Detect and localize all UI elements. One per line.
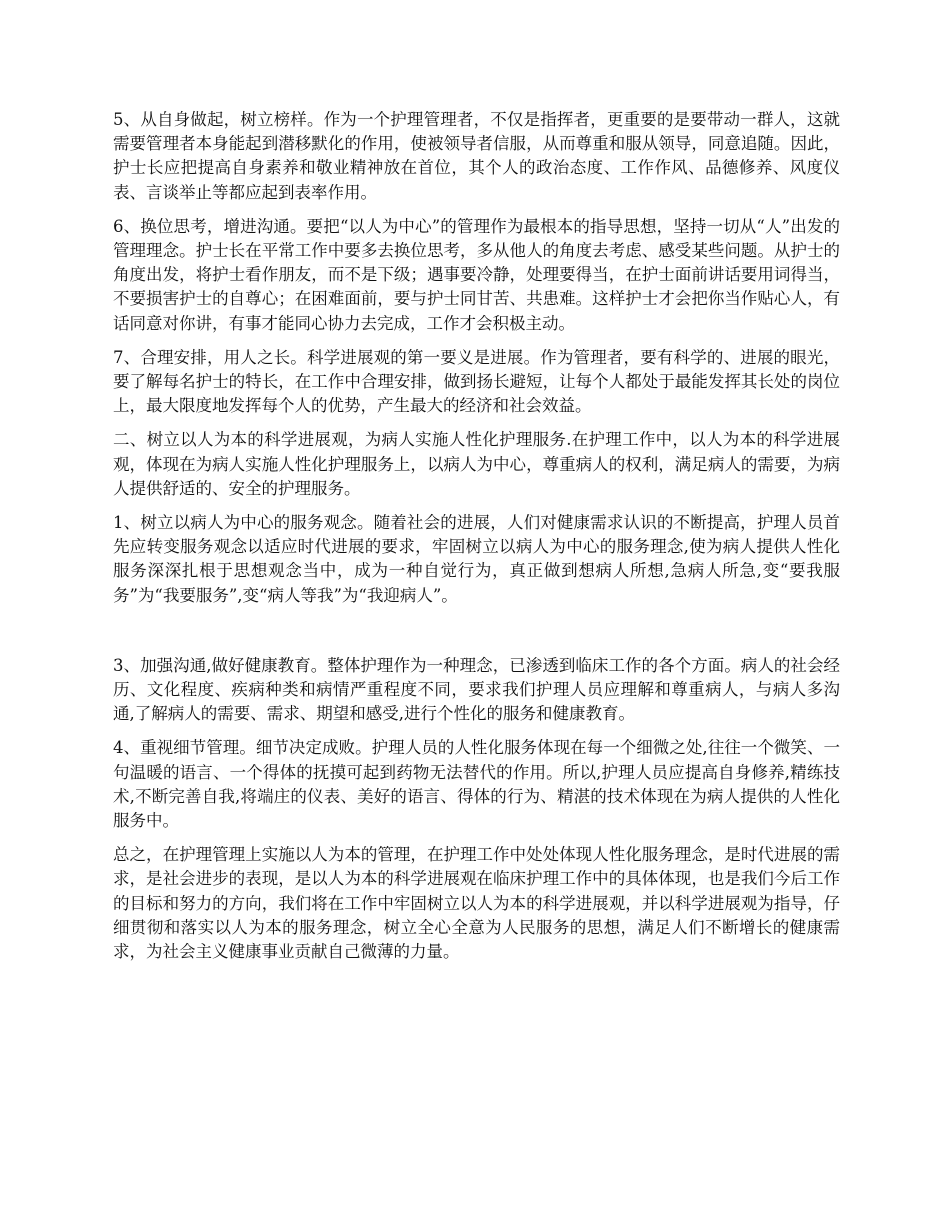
paragraph-item-5: 5、从自身做起，树立榜样。作为一个护理管理者，不仅是指挥者，更重要的是要带动一群人，这就需要管理者本身能起到潜移默化的作用，使被领导者信服，从而尊重和服从领导，同意追随。因此，护士长应把提高自身素养和敬业精神放在首位，其个人的政治态度、工作作风、品德修养、风度仪表、言谈举止等都应起到表率作用。: [113, 110, 840, 202]
paragraph-item-4: 4、重视细节管理。细节决定成败。护理人员的人性化服务体现在每一个细微之处,往往一个微笑、一句温暖的语言、一个得体的抚摸可起到药物无法替代的作用。所以,护理人员应提高自身修养,精练技术,不断完善自我,将端庄的仪表、美好的语言、得体的行为、精湛的技术体现在为病人提供的人性化服务中。: [113, 738, 840, 831]
paragraph-item-3: 3、加强沟通,做好健康教育。整体护理作为一种理念，已渗透到临床工作的各个方面。病人的社会经历、文化程度、疾病种类和病情严重程度不同，要求我们护理人员应理解和尊重病人，与病人多沟通,了解病人的需要、需求、期望和感受,进行个性化的服务和健康教育。: [113, 655, 840, 724]
conclusion-paragraph: 总之，在护理管理上实施以人为本的管理，在护理工作中处处体现人性化服务理念，是时代进展的需求，是社会进步的表现，是以人为本的科学进展观在临床护理工作中的具体体现，也是我们今后工作的目标和努力的方向，我们将在工作中牢固树立以人为本的科学进展观，并以科学进展观为指导，仔细贯彻和落实以人为本的服务理念，树立全心全意为人民服务的思想，满足人们不断增长的健康需求，为社会主义健康事业贡献自己微薄的力量。: [113, 845, 840, 962]
paragraph-item-1: 1、树立以病人为中心的服务观念。随着社会的进展，人们对健康需求认识的不断提高，护理人员首先应转变服务观念以适应时代进展的要求，牢固树立以病人为中心的服务理念,使为病人提供人性化服务深深扎根于思想观念当中，成为一种自觉行为，真正做到想病人所想,急病人所急,变“要我服务”为“我要服务”,变“病人等我”为“我迎病人”。: [113, 513, 840, 605]
document-page: [113, 108, 840, 974]
blank-gap: [113, 618, 840, 654]
section-heading-two: 二、树立以人为本的科学进展观，为病人实施人性化护理服务.在护理工作中，以人为本的科学进展观，体现在为病人实施人性化护理服务上，以病人为中心，尊重病人的权利，满足病人的需要，为病人提供舒适的、安全的护理服务。: [113, 430, 840, 498]
paragraph-item-7: 7、合理安排，用人之长。科学进展观的第一要义是进展。作为管理者，要有科学的、进展的眼光，要了解每名护士的特长，在工作中合理安排，做到扬长避短，让每个人都处于最能发挥其长处的岗位上，最大限度地发挥每个人的优势，产生最大的经济和社会效益。: [113, 347, 840, 416]
paragraph-item-6: 6、换位思考，增进沟通。要把“以人为中心”的管理作为最根本的指导思想，坚持一切从“人”出发的管理理念。护士长在平常工作中要多去换位思考，多从他人的角度去考虑、感受某些问题。从护士的角度出发，将护士看作朋友，而不是下级；遇事要冷静，处理要得当，在护士面前讲话要用词得当，不要损害护士的自尊心；在困难面前，要与护士同甘苦、共患难。这样护士才会把你当作贴心人，有话同意对你讲，有事才能同心协力去完成，工作才会积极主动。: [113, 216, 840, 333]
